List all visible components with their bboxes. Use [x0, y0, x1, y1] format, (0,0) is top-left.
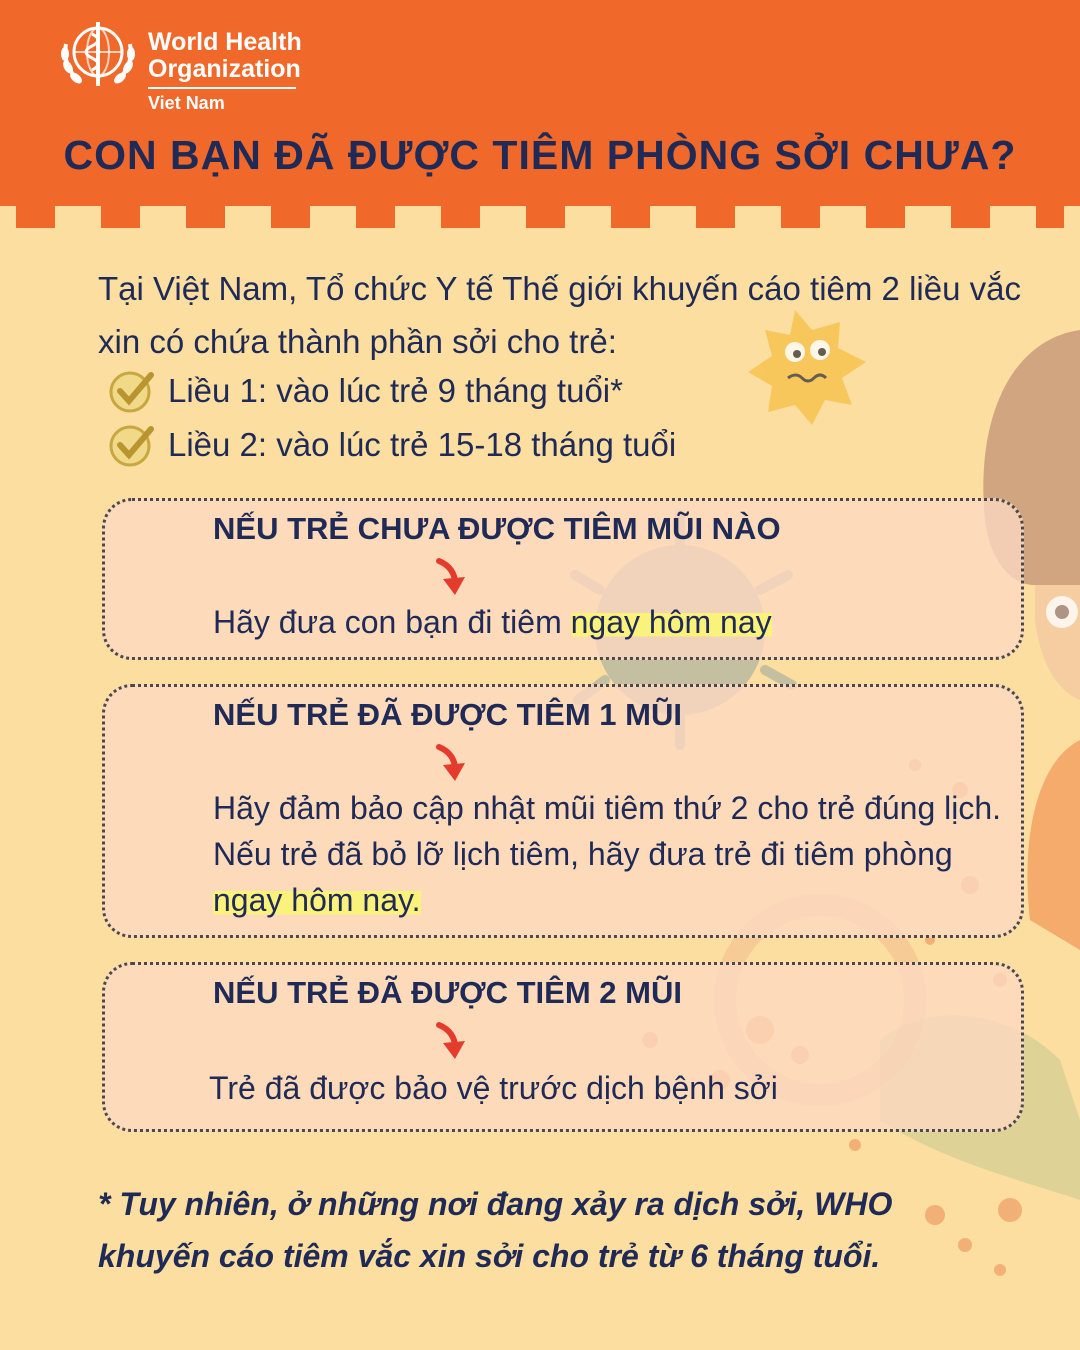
dose-item-1	[108, 366, 908, 416]
card-body-text: Hãy đảm bảo cập nhật mũi tiêm thứ 2 cho trẻ đúng lịch. Nếu trẻ đã bỏ lỡ lịch tiêm, hãy đưa trẻ đi tiêm phòng	[213, 790, 1002, 872]
header-banner	[0, 0, 1080, 208]
card-heading: NẾU TRẺ ĐÃ ĐƯỢC TIÊM 2 MŨI	[213, 975, 682, 1010]
scenario-card-two-doses	[102, 962, 1024, 1132]
who-country: Viet Nam	[148, 93, 225, 113]
card-body-text: Trẻ đã được bảo vệ trước dịch bệnh sởi	[209, 1070, 778, 1106]
crenellation-divider	[0, 206, 1080, 246]
card-body-highlight: ngay hôm nay	[570, 604, 772, 640]
dose-text-2: Liều 2: vào lúc trẻ 15-18 tháng tuổi	[168, 426, 677, 463]
scenario-card-no-dose	[102, 498, 1024, 660]
down-arrow-icon	[433, 743, 469, 783]
scenario-card-one-dose	[102, 684, 1024, 938]
dose-item-2	[108, 420, 908, 470]
logo-divider	[148, 87, 296, 89]
check-circle-icon	[108, 368, 156, 414]
dose-text-1: Liều 1: vào lúc trẻ 9 tháng tuổi*	[168, 372, 623, 409]
card-body-highlight: ngay hôm nay.	[213, 882, 421, 918]
card-body	[213, 785, 1003, 923]
card-body-text: Hãy đưa con bạn đi tiêm	[213, 604, 571, 640]
down-arrow-icon	[433, 557, 469, 597]
card-heading: NẾU TRẺ ĐÃ ĐƯỢC TIÊM 1 MŨI	[213, 697, 682, 732]
page-title: CON BẠN ĐÃ ĐƯỢC TIÊM PHÒNG SỞI CHƯA?	[63, 132, 1017, 178]
who-logo	[56, 14, 306, 116]
who-name-line2: Organization	[148, 55, 301, 83]
who-name-line1: World Health	[148, 28, 302, 56]
intro-text: Tại Việt Nam, Tổ chức Y tế Thế giới khuyến cáo tiêm 2 liều vắc xin có chứa thành phần sởi cho trẻ:	[98, 270, 1021, 360]
card-body	[209, 1065, 1009, 1111]
who-emblem-icon	[56, 14, 140, 98]
down-arrow-icon	[433, 1021, 469, 1061]
footnote: * Tuy nhiên, ở những nơi đang xảy ra dịch sởi, WHO khuyến cáo tiêm vắc xin sởi cho trẻ từ 6 tháng tuổi.	[98, 1186, 893, 1274]
check-circle-icon	[108, 422, 156, 468]
card-heading: NẾU TRẺ CHƯA ĐƯỢC TIÊM MŨI NÀO	[213, 511, 781, 546]
card-body	[213, 599, 1013, 645]
